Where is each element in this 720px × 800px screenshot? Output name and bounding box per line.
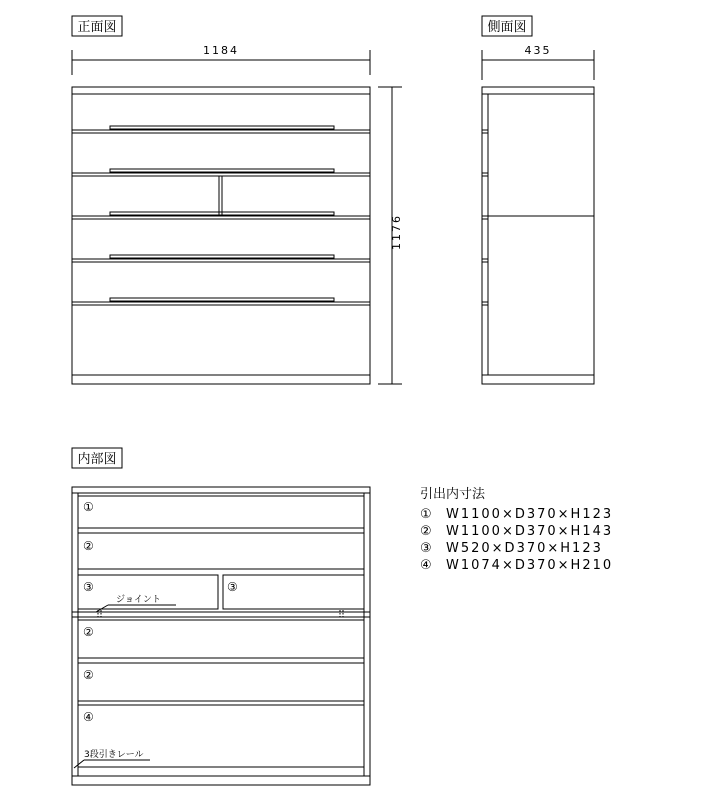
front-view	[72, 16, 403, 384]
width-dim-label: 1184	[203, 44, 239, 57]
inner-drawer-1	[78, 496, 364, 528]
front-drawer-3	[72, 176, 370, 216]
spec-number: ②	[420, 524, 434, 539]
joint-marks	[98, 610, 343, 619]
inner-drawer-3-right	[223, 575, 364, 609]
spec-number: ①	[420, 507, 434, 522]
spec-text: W1100×D370×H123	[446, 507, 614, 522]
drawer-number: ③	[227, 580, 238, 594]
drawer-number: ②	[83, 625, 94, 639]
spec-number: ③	[420, 541, 434, 556]
front-drawer-5	[72, 262, 370, 302]
drawer-number: ②	[83, 668, 94, 682]
front-drawer-4	[72, 219, 370, 259]
drawer-number: ①	[83, 500, 94, 514]
inner-cabinet	[72, 487, 370, 785]
rail-label: 3段引きレール	[84, 750, 144, 760]
front-title: 正面図	[77, 20, 117, 35]
specs-title: 引出内寸法	[420, 487, 486, 502]
drawer-number: ②	[83, 539, 94, 553]
spec-number: ④	[420, 558, 434, 573]
inner-drawer-2	[78, 533, 364, 569]
drawer-number: ③	[83, 580, 94, 594]
spec-text: W1100×D370×H143	[446, 524, 614, 539]
joint-label: ジョイント	[116, 595, 161, 605]
inner-drawer-5	[78, 663, 364, 701]
depth-dim-label: 435	[524, 44, 552, 57]
side-view	[482, 16, 594, 384]
specs-list	[420, 486, 613, 573]
front-drawer-1	[72, 126, 370, 130]
spec-text: W1074×D370×H210	[446, 558, 614, 573]
inner-title: 内部図	[77, 452, 117, 467]
inner-drawer-4	[78, 620, 364, 658]
front-cabinet	[72, 87, 370, 384]
side-cabinet	[482, 87, 594, 384]
side-title: 側面図	[487, 20, 527, 35]
height-dim-label: 1176	[390, 214, 403, 250]
drawer-number: ④	[83, 710, 94, 724]
inner-view	[72, 448, 370, 785]
front-drawer-2	[72, 133, 370, 173]
spec-text: W520×D370×H123	[446, 541, 603, 556]
